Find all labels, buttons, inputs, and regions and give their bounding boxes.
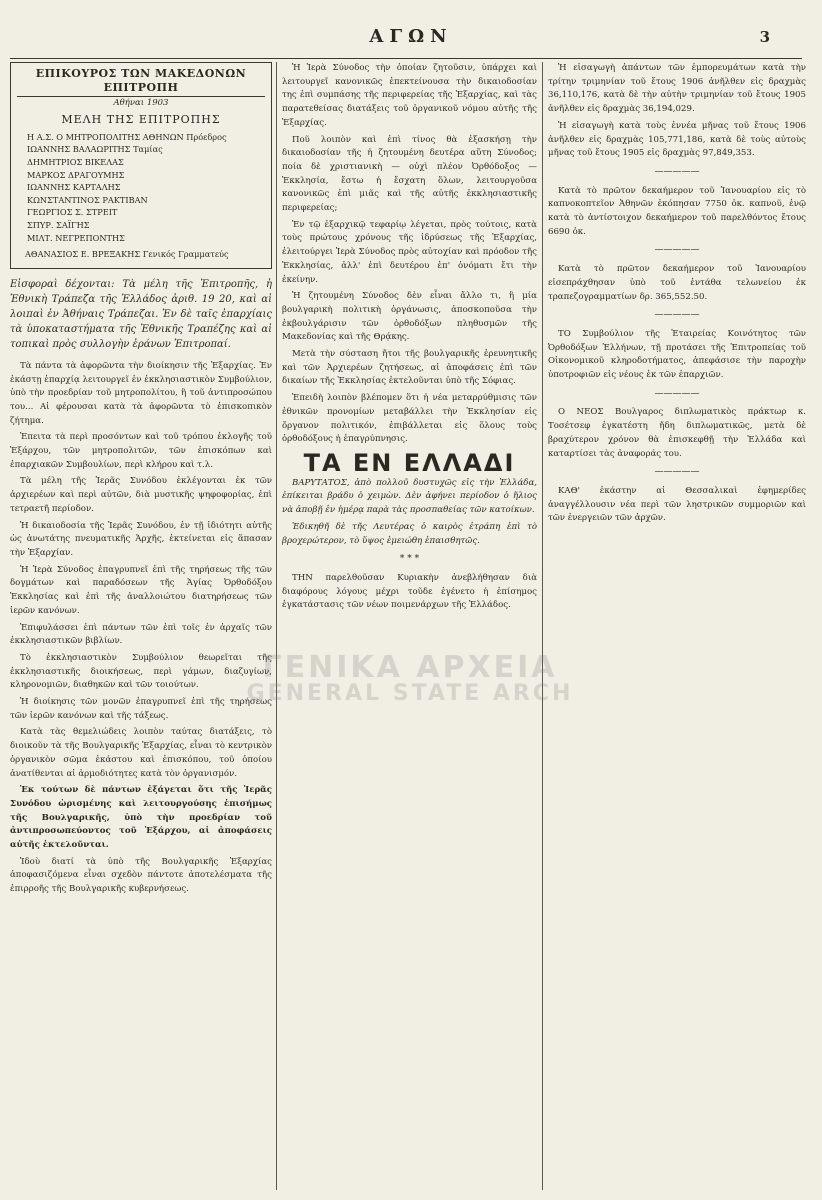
watermark-line-2: GENERAL STATE ARCH <box>246 681 574 706</box>
article-paragraph: Ποῦ λοιπὸν καὶ ἐπὶ τίνος θὰ ἐξασκήσῃ τὴν δικαιοδοσίαν τῆς ἡ ζητουμένη δευτέρα αὕτη Σύνοδος; ποία δὲ χριστιανικὴ — οὐχὶ πλέον Ὀρθόδοξος — Ἐκκλησία, ἔστω ἡ ἔσχατη ὅλων, λειτουργοῦσα κανονικῶς ἐπὶ μιᾶς καὶ τῆς αὐτῆς ἐκκλησιαστικῆς περιφερείας; <box>282 134 537 214</box>
separator-dash: ————— <box>654 388 700 399</box>
article-paragraph: Τὰ πάντα τὰ ἀφορῶντα τὴν διοίκησιν τῆς Ἐξαρχίας. Ἐν ἐκάστῃ ἐπαρχίᾳ λειτουργεῖ ἐν ἐκκλησιαστικὸν Συμβούλιον, ὑπὸ τὴν προεδρίαν τοῦ μητροπολίτου, ἢ τοῦ ἀντιπροσώπου του... Αἱ φέρουσαι κατὰ τὰ ἀφορῶντα τὸ ἐπισκοπικὸν ζήτημα. <box>10 360 272 426</box>
article-paragraph: Ἐδικηθῆ δὲ τῆς Λευτέρας ὁ καιρὸς ἐτράπη ἐπὶ τὸ βροχερώτερον, τὸ ὕψος ἐμειώθη ἐπαισθητῶς. <box>282 521 537 546</box>
article-paragraph: Ἐπειδὴ λοιπὸν βλέπομεν ὅτι ἡ νέα μεταρρύθμισις τῶν ἐθνικῶν προνομίων μεταβάλλει τὴν Ἐκκλησίαν εἰς ὄργανον πολιτικόν, ἐπιβάλλεται εἰς ὅλους τοὺς ὀρθοδόξους ἡ ἐπαγρύπνησις. <box>282 393 537 445</box>
column-divider <box>276 62 277 1190</box>
column-divider <box>542 62 543 1190</box>
article-paragraph: Τὰ μέλη τῆς Ἱερᾶς Συνόδου ἐκλέγονται ἐκ τῶν ἀρχιερέων καὶ περὶ αὐτῶν, διὰ μυστικῆς ψηφοφορίας, ἐπὶ τετραετῆ περίοδον. <box>10 476 272 514</box>
committee-member: ΙΩΑΝΝΗΣ ΒΑΛΑΩΡΙΤΗΣ Ταμίας <box>27 144 163 155</box>
separator-dash: ————— <box>654 166 700 177</box>
separator-dash: ————— <box>654 245 700 256</box>
committee-member: ΜΑΡΚΟΣ ΔΡΑΓΟΥΜΗΣ <box>27 169 125 180</box>
committee-title: ΕΠΙΚΟΥΡΟΣ ΤΩΝ ΜΑΚΕΔΟΝΩΝ ΕΠΙΤΡΟΠΗ <box>17 67 265 97</box>
section-heading: ΤΑ ΕΝ ΕΛΛΑΔΙ <box>303 448 516 477</box>
committee-member: ΓΕΩΡΓΙΟΣ Σ. ΣΤΡΕΙΤ <box>27 207 118 218</box>
article-paragraph: Μετὰ τὴν σύσταση ἤτοι τῆς βουλγαρικῆς ἐρευνητικῆς καὶ τῶν Ἀρχιερέων ζητήσεως, αἱ ἀποφάσεις ἐπὶ τῶν δικαίων τῆς Ἐκκλησίας ἐκτελοῦνται ὑπὸ τῆς Σόφιας. <box>282 349 537 387</box>
separator-stars: * * * <box>399 554 420 565</box>
article-paragraph: Κατὰ τὸ πρῶτον δεκαήμερον τοῦ Ἰανουαρίου εἰς τὸ καπνοκοπτεῖον Ἀθηνῶν ἐκόπησαν 7750 ὀκ. καπνοῦ, ἐνῷ κατὰ τὸ ἀντίστοιχον δεκαήμερον τοῦ παρελθόντος ἔτους 6690 ὀκ. <box>548 185 806 237</box>
column-3 <box>548 62 806 1192</box>
article-paragraph: Ἡ Ἱερὰ Σύνοδος τὴν ὁποίαν ζητοῦσιν, ὑπάρχει καὶ λειτουργεῖ κανονικῶς ἐπεκτείνουσα τὴν δικαιοδοσίαν της ἐπὶ συμπάσης τῆς περιφερείας τῆς Ἐξαρχίας, καὶ τὰς παρατεθείσας διατάξεις τοῦ ὀργανικοῦ νόμου αὐτῆς τῆς Ἐξαρχίας. <box>282 63 537 128</box>
committee-member: ΔΗΜΗΤΡΙΟΣ ΒΙΚΕΛΑΣ <box>27 157 124 167</box>
article-paragraph: Ἡ εἰσαγωγὴ κατὰ τοὺς ἐννέα μῆνας τοῦ ἔτους 1906 ἀνῆλθεν εἰς δραχμὰς 105,771,186, κατὰ δὲ τοὺς αὐτοὺς μῆνας τοῦ ἔτους 1905 εἰς δραχμὰς 97,849,353. <box>548 120 806 159</box>
article-paragraph: Κατὰ τὸ πρῶτον δεκαήμερον τοῦ Ἰανουαρίου εἰσεπράχθησαν ὑπὸ τοῦ ἐντάθα τελωνείου ἐκ τραπεζογραμματίων δρ. 365,552.50. <box>548 264 806 302</box>
committee-box <box>10 62 272 269</box>
column-2 <box>282 62 537 1192</box>
column-1 <box>10 62 272 1192</box>
watermark-line-1: ΓΕΝΙΚΑ ΑΡΧΕΙΑ <box>262 650 558 685</box>
article-paragraph: Ἐπιφυλάσσει ἐπὶ πάντων τῶν ἐπὶ τοῖς ἐν ἀρχαῖς τῶν ἐκκλησιαστικῶν βιβλίων. <box>10 622 272 647</box>
committee-subtitle: ΜΕΛΗ ΤΗΣ ΕΠΙΤΡΟΠΗΣ <box>61 113 221 127</box>
masthead <box>0 26 822 60</box>
article-paragraph-bold: Ἐκ τούτων δὲ πάντων ἐξάγεται ὅτι τῆς Ἱερᾶς Συνόδου ὡρισμένης καὶ λειτουργούσης ἐπισήμως τῆς Βουλγαρικῆς, ὑπὸ τὴν προεδρίαν τοῦ ἀντιπροσωπεύοντος τοῦ Ἐξάρχου, αἱ ἀποφάσεις αὐτῆς ἐκτελοῦνται. <box>10 785 272 851</box>
article-paragraph: Ἡ διοίκησις τῶν μονῶν ἐπαγρυπνεῖ ἐπὶ τῆς τηρήσεως τῶν ἱερῶν κανόνων καὶ τῆς τάξεως. <box>10 697 272 721</box>
committee-member: ΚΩΝΣΤΑΝΤΙΝΟΣ ΡΑΚΤΙΒΑΝ <box>27 194 148 205</box>
article-paragraph: Κατὰ τὰς θεμελιώδεις λοιπὸν ταύτας διατάξεις, τὸ διοικοῦν τὰ τῆς Βουλγαρικῆς Ἐξαρχίας, εἶναι τὸ κεντρικὸν ὀργανικὸν σῶμα ἑκάστου καὶ ἐπισκόπου, τοῦ ὁποίου ἀνατίθενται αἱ ἁρμοδιότητες κατὰ τὸν ὀργανισμόν. <box>10 727 272 779</box>
article-paragraph: Ἡ Ἱερὰ Σύνοδος ἐπαγρυπνεῖ ἐπὶ τῆς τηρήσεως τῆς τῶν δογμάτων καὶ παραδόσεων τῆς Ἁγίας Ὀρθοδόξου Ἐκκλησίας καὶ ἐπὶ τῆς ἀναλλοιώτου διατηρήσεως τῶν ἱερῶν κανόνων. <box>10 564 272 616</box>
committee-member: ΙΩΑΝΝΗΣ ΚΑΡΤΑΛΗΣ <box>27 182 121 193</box>
newspaper-title: ΑΓΩΝ <box>369 26 453 47</box>
separator-dash: ————— <box>654 467 700 478</box>
article-paragraph: ΒΑΡΥΤΑΤΟΣ, ἀπὸ πολλοῦ δυστυχῶς εἰς τὴν Ἑλλάδα, ἐπίκειται βράδυ ὁ χειμὼν. Δὲν ἀφήνει περίοδον ὁ ἥλιος νὰ ἀποβῇ ἐν ἡμέρᾳ παρὰ τὰς προσπαθείας τῶν κατοίκων. <box>282 477 537 516</box>
article-paragraph: Ἡ εἰσαγωγὴ ἁπάντων τῶν ἐμπορευμάτων κατὰ τὴν τρίτην τριμηνίαν τοῦ ἔτους 1906 ἀνῆλθεν εἰς δραχμὰς 36,110,176, κατὰ δὲ τὴν αὐτὴν τριμηνίαν τοῦ ἔτους 1905 ἀνῆλθεν εἰς δραχμὰς 36,194,029. <box>548 63 806 115</box>
article-paragraph: Ἰδοὺ διατί τὰ ὑπὸ τῆς Βουλγαρικῆς Ἐξαρχίας ἀποφασιζόμενα εἶναι σχεδὸν πάντοτε ἀποτελέσματα τῆς ἐπιρροῆς τῆς Βουλγαρικῆς κυβερνήσεως. <box>10 856 272 895</box>
article-paragraph: Ο ΝΕΟΣ Βουλγαρος διπλωματικὸς πράκτωρ κ. Τοσέτσεφ ἐγκατέστη ἤδη διπλωματικῶς, μετὰ δὲ βραχύτερον χρόνον θὰ ἐπισκεφθῇ τὴν Ἑλλάδα καὶ καταρτίσει τὰς ἀναφοράς του. <box>548 407 806 459</box>
article-paragraph: Ἐν τῷ ἐξαρχικῷ τεφαρίῳ λέγεται, πρὸς τούτοις, κατὰ τοὺς πρώτους χρόνους τῆς ἱδρύσεως τῆς Ἐξαρχίας, ἐλειτούργει Ἱερὰ Σύνοδος πρὸς αὐτοχίαν καὶ πρόοδον τῆς Ἐκκλησίας, ἀλλ' ἐπὶ δευτέρου ἐπ' ὀνόματι ἔτι τὴν ἐκείνην. <box>282 219 537 285</box>
article-paragraph: Ἡ ζητουμένη Σύνοδος δὲν εἶναι ἄλλο τι, ἢ μία βουλγαρικὴ πολιτικὴ ὀργάνωσις, ἀποσκοποῦσα τὴν ἐκβουλγάρισιν τῶν ὀρθοδόξων πληθυσμῶν τῆς Μακεδονίας καὶ τῆς Θρᾴκης. <box>282 291 537 343</box>
donations-notice: Εἰσφοραὶ δέχονται: Τὰ μέλη τῆς Ἐπιτροπῆς, ἡ Ἐθνικὴ Τράπεζα τῆς Ἑλλάδος ἀριθ. 19 20, καὶ αἱ λοιπαὶ ἐν Ἀθήναις Τράπεζαι. Ἐν δὲ ταῖς ἐπαρχίαις τὰ ὑποκαταστήματα τῆς Ἐθνικῆς Τραπέζης καὶ αἱ τοπικαὶ πρὸς συλλογὴν ἐράνων Ἐπιτροπαί. <box>10 278 272 350</box>
article-paragraph: ΚΑΘ' ἑκάστην αἱ Θεσσαλικαὶ ἐφημερίδες ἀναγγέλλουσιν νέα περὶ τῶν ληστρικῶν συμμοριῶν καὶ τῶν ἐνεργειῶν τῶν ἀρχῶν. <box>548 485 806 524</box>
committee-member: ΣΠΥΡ. ΣΑΪΓΗΣ <box>27 219 90 230</box>
header-rule <box>10 58 802 59</box>
article-paragraph: ΤΗΝ παρελθοῦσαν Κυριακὴν ἀνεβλήθησαν διὰ διαφόρους λόγους μέχρι τοῦδε ἐγένετο ἡ ἐπίσημος ἐγκατάστασις τῶν νέων ποιμενάρχων τῆς Ἑλλάδος. <box>282 572 537 611</box>
article-paragraph: Τὸ ἐκκλησιαστικὸν Συμβούλιον θεωρεῖται τῆς ἐκκλησιαστικῆς διοικήσεως, περὶ γάμων, διαζυγίων, κληρονομιῶν, διαθηκῶν καὶ τῶν τοιούτων. <box>10 652 272 691</box>
separator-dash: ————— <box>654 310 700 321</box>
committee-secretary: ΑΘΑΝΑΣΙΟΣ Ε. ΒΡΕΞΑΚΗΣ Γενικός Γραμματεύς <box>25 249 229 260</box>
committee-member: Η Α.Σ. Ο ΜΗΤΡΟΠΟΛΙΤΗΣ ΑΘΗΝΩΝ Πρόεδρος <box>27 131 227 142</box>
committee-member: ΜΙΛΤ. ΝΕΓΡΕΠΟΝΤΗΣ <box>27 232 125 243</box>
article-paragraph: Ἐπειτα τὰ περὶ προσόντων καὶ τοῦ τρόπου ἐκλογῆς τοῦ Ἐξάρχου, τῶν μητροπολιτῶν, τῶν ἐπισκόπων καὶ ἐπαρχιακῶν Συμβουλίων, περὶ κλήρου καὶ τ.λ. <box>10 432 272 470</box>
article-paragraph: ΤΟ Συμβούλιον τῆς Ἑταιρείας Κοινότητος τῶν Ὀρθοδόξων Ἑλλήνων, τῇ προτάσει τῆς Ἐπιτροπείας τοῦ Οἰκονομικοῦ κληροδοτήματος, ἀπεφάσισε τὴν παροχὴν ὑποτροφιῶν εἰς νέους ἐκ τῶν ἐπαρχιῶν. <box>548 328 806 381</box>
page-number: 3 <box>759 28 770 46</box>
article-paragraph: Ἡ δικαιοδοσία τῆς Ἱερᾶς Συνόδου, ἐν τῇ ἰδιότητι αὐτῆς ὡς ἀνωτάτης πνευματικῆς Ἀρχῆς, ἐκτείνεται εἰς ἅπασαν τὴν Ἐξαρχίαν. <box>10 520 272 558</box>
committee-date: Αθήναι 1903 <box>113 98 169 109</box>
